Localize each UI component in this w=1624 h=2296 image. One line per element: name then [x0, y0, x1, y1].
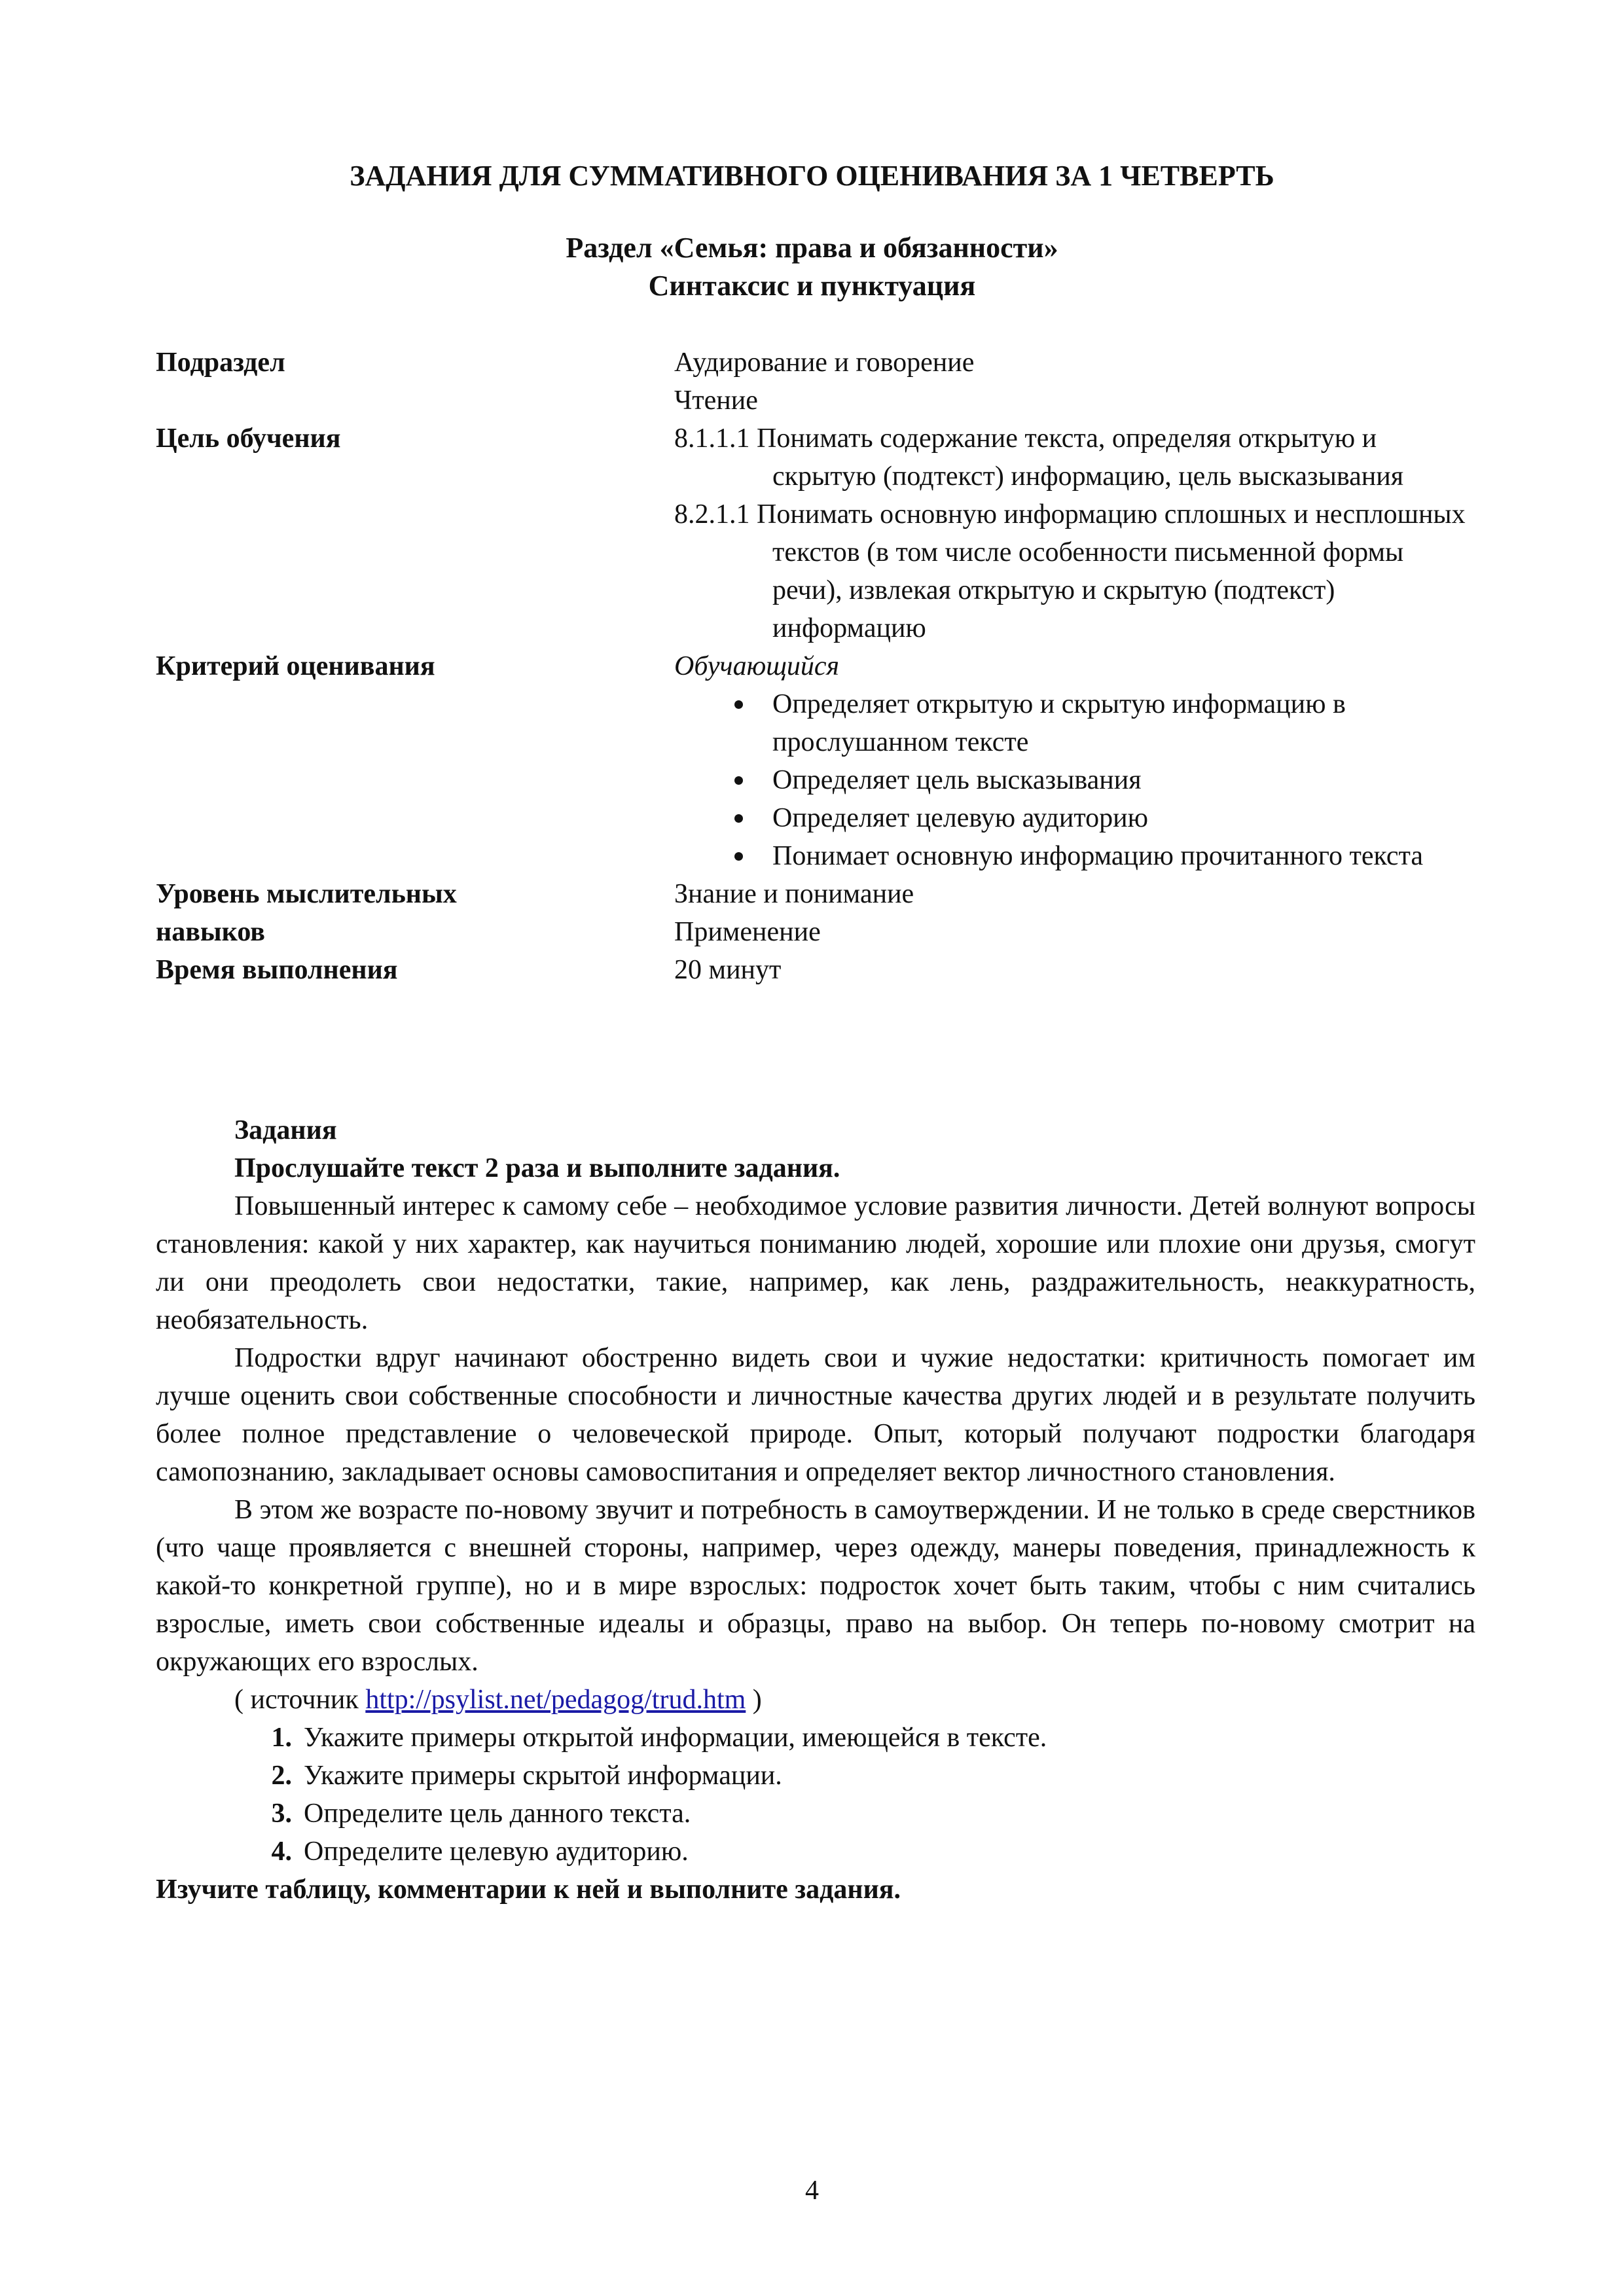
bullet-icon [734, 852, 743, 861]
question-number: 1. [271, 1723, 292, 1753]
criteria-text: Определяет целевую аудиторию [772, 803, 1149, 833]
tasks-heading: Задания [234, 1115, 337, 1145]
question-text: Определите цель данного текста. [304, 1799, 691, 1829]
source-link[interactable]: http://psylist.net/pedagog/trud.htm [365, 1685, 746, 1715]
bullet-icon [734, 776, 743, 785]
skills-label-line: Уровень мыслительных [156, 879, 457, 909]
time-label: Время выполнения [156, 955, 398, 985]
question-number: 4. [271, 1837, 292, 1867]
criteria-item [674, 799, 1478, 837]
document-title: ЗАДАНИЯ ДЛЯ СУММАТИВНОГО ОЦЕНИВАНИЯ ЗА 1 ЧЕТВЕРТЬ [350, 160, 1274, 192]
question-item [156, 1833, 1475, 1871]
source-prefix: ( источник [234, 1685, 366, 1715]
meta-row-skills [156, 875, 1478, 951]
meta-row-time [156, 951, 1478, 989]
question-list [156, 1719, 1475, 1871]
criteria-text: Понимает основную информацию прочитанного текста [772, 841, 1423, 871]
learning-objective: 8.2.1.1 Понимать основную информацию сплошных и несплошных текстов (в том числе особенности письменной формы речи), извлекая открытую и скрытую (подтекст) информацию [674, 499, 1466, 643]
section-name: Раздел «Семья: права и обязанности» [566, 232, 1058, 264]
meta-row-objective [156, 420, 1478, 647]
subsection-label: Подраздел [156, 348, 285, 378]
section-heading [0, 229, 1624, 305]
criteria-label: Критерий оценивания [156, 651, 435, 681]
source-line [156, 1681, 1475, 1719]
skills-label [156, 875, 653, 951]
question-text: Укажите примеры открытой информации, имеющейся в тексте. [304, 1723, 1047, 1753]
criteria-list [674, 685, 1478, 875]
objective-values [674, 420, 1478, 647]
source-suffix: ) [746, 1685, 762, 1715]
skills-label-line: навыков [156, 917, 265, 947]
text-paragraph: В этом же возрасте по-новому звучит и потребность в самоутверждении. И не только в среде сверстников (что чаще проявляется с внешней стороны, например, через одежду, манеры поведения, принадлежность к какой-то конкретной группе), но и в мире взрослых: подросток хочет быть таким, чтобы с ним считались взрослые, иметь свои собственные идеалы и образцы, право на выбор. Он теперь по-новому смотрит на окружающих его взрослых. [156, 1495, 1475, 1677]
page-number: 4 [805, 2176, 819, 2206]
learning-objective: 8.1.1.1 Понимать содержание текста, определяя открытую и скрытую (подтекст) информацию, цель высказывания [674, 423, 1404, 492]
criteria-item [674, 837, 1478, 875]
criteria-item [674, 685, 1478, 761]
question-item [156, 1795, 1475, 1833]
skills-value: Знание и понимание [674, 879, 914, 909]
criteria-values [674, 647, 1478, 875]
question-item [156, 1757, 1475, 1795]
skills-values [674, 875, 1478, 951]
subsection-values [674, 344, 1478, 420]
assessment-metadata [156, 344, 1478, 989]
subsection-value: Чтение [674, 386, 758, 416]
skills-value: Применение [674, 917, 821, 947]
text-paragraph: Подростки вдруг начинают обостренно видеть свои и чужие недостатки: критичность помогает им лучше оценить свои собственные способности и личностные качества других людей и в результате получить более полное представление о человеческой природе. Опыт, который получают подростки благодаря самопознанию, закладывает основы самовоспитания и определяет вектор личностного становления. [156, 1343, 1475, 1487]
criteria-item [674, 761, 1478, 799]
question-number: 3. [271, 1799, 292, 1829]
subsection-value: Аудирование и говорение [674, 348, 975, 378]
tasks-section [156, 1111, 1475, 1909]
listening-instruction: Прослушайте текст 2 раза и выполните задания. [234, 1153, 840, 1183]
question-number: 2. [271, 1761, 292, 1791]
question-text: Укажите примеры скрытой информации. [304, 1761, 782, 1791]
table-instruction: Изучите таблицу, комментарии к ней и выполните задания. [156, 1874, 901, 1905]
question-item [156, 1719, 1475, 1757]
criteria-text: Определяет цель высказывания [772, 765, 1142, 795]
text-paragraph: Повышенный интерес к самому себе – необходимое условие развития личности. Детей волнуют вопросы становления: какой у них характер, как научиться пониманию людей, хорошие или плохие они друзья, смогут ли они преодолеть свои недостатки, такие, например, как лень, раздражительность, неаккуратность, необязательность. [156, 1191, 1475, 1335]
meta-row-subsection [156, 344, 1478, 420]
time-value: 20 минут [674, 955, 782, 985]
bullet-icon [734, 814, 743, 823]
criteria-intro: Обучающийся [674, 651, 840, 681]
meta-row-criteria [156, 647, 1478, 875]
question-text: Определите целевую аудиторию. [304, 1837, 689, 1867]
criteria-text: Определяет открытую и скрытую информацию в прослушанном тексте [772, 689, 1346, 757]
bullet-icon [734, 700, 743, 709]
objective-label: Цель обучения [156, 423, 341, 454]
section-topic: Синтаксис и пунктуация [648, 270, 976, 302]
